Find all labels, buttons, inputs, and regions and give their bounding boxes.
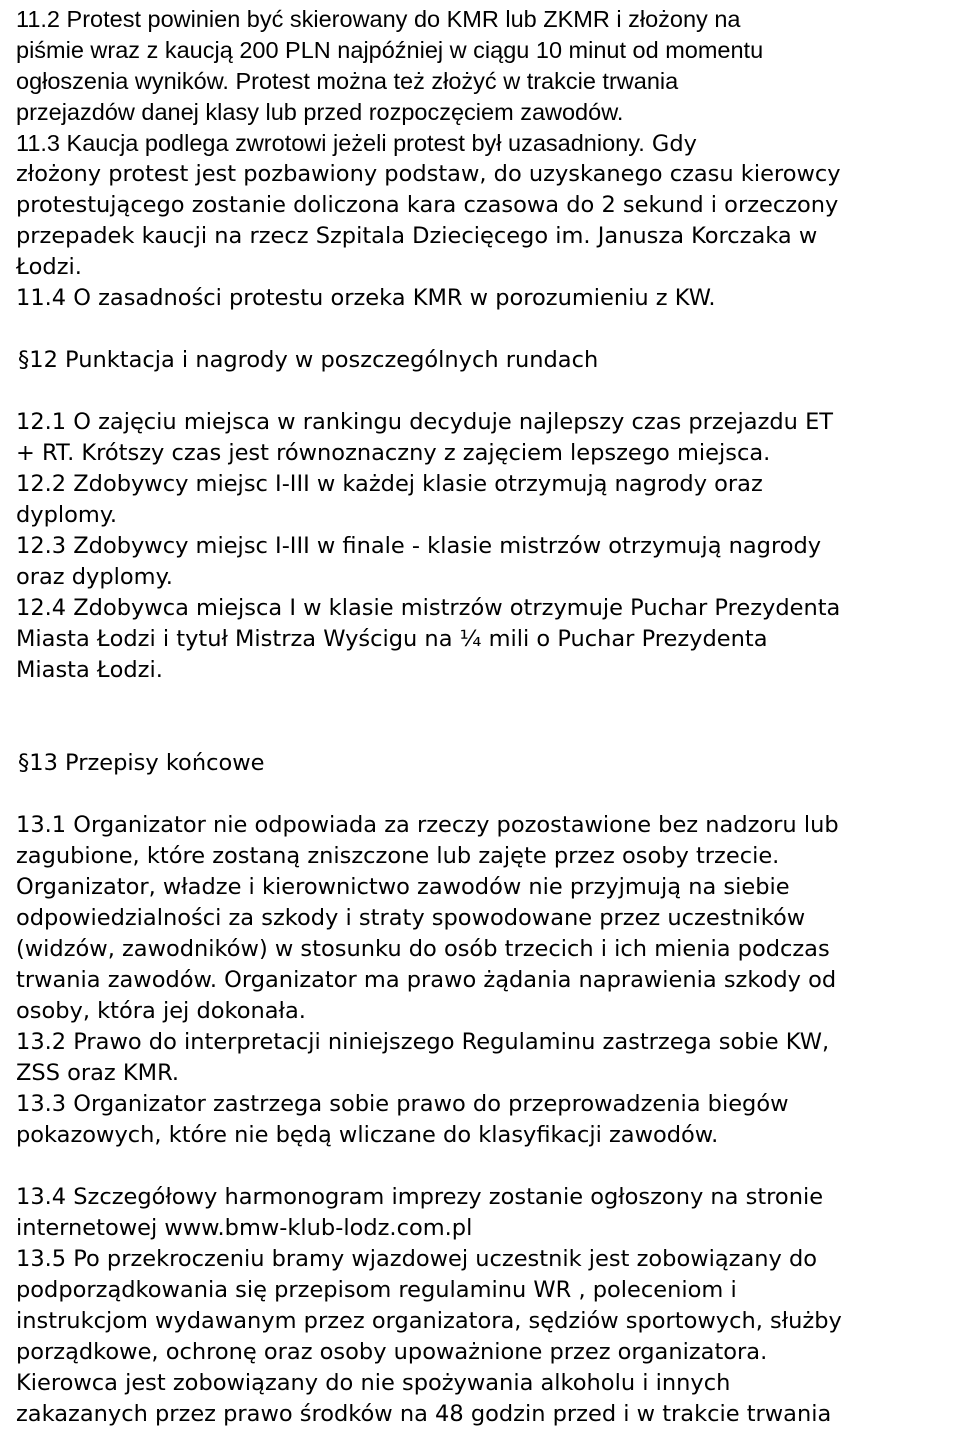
text-segment: 11.3 Kaucja podlega zwrotowi jeżeli protest był uzasadniony. <box>16 130 645 156</box>
text-line: + RT. Krótszy czas jest równoznaczny z zajęciem lepszego miejsca. <box>16 440 771 466</box>
text-line: zakazanych przez prawo środków na 48 godzin przed i w trakcie trwania <box>16 1401 832 1427</box>
text-line: ZSS oraz KMR. <box>16 1060 180 1086</box>
text-line: 12.4 Zdobywca miejsca I w klasie mistrzów otrzymuje Puchar Prezydenta <box>16 595 841 621</box>
text-line: oraz dyplomy. <box>16 564 173 590</box>
text-line: piśmie wraz z kaucją 200 PLN najpóźniej w ciągu 10 minut od momentu <box>16 37 764 63</box>
text-line: złożony protest jest pozbawiony podstaw, do uzyskanego czasu kierowcy <box>16 161 841 187</box>
text-line: Miasta Łodzi i tytuł Mistrza Wyścigu na ¼ mili o Puchar Prezydenta <box>16 626 768 652</box>
text-line: 12.3 Zdobywcy miejsc I-III w finale - klasie mistrzów otrzymują nagrody <box>16 533 822 559</box>
text-line: Miasta Łodzi. <box>16 657 163 683</box>
text-line: przepadek kaucji na rzecz Szpitala Dziecięcego im. Janusza Korczaka w <box>16 223 818 249</box>
text-line: przejazdów danej klasy lub przed rozpoczęciem zawodów. <box>16 99 624 125</box>
text-line: zagubione, które zostaną zniszczone lub zajęte przez osoby trzecie. <box>16 843 780 869</box>
text-line: 11.2 Protest powinien być skierowany do KMR lub ZKMR i złożony na <box>16 6 741 32</box>
text-line <box>16 128 697 159</box>
text-line: ogłoszenia wyników. Protest można też złożyć w trakcie trwania <box>16 68 679 94</box>
text-segment: Gdy <box>644 131 697 157</box>
text-line: (widzów, zawodników) w stosunku do osób trzecich i ich mienia podczas <box>16 936 830 962</box>
text-line: porządkowe, ochronę oraz osoby upoważnione przez organizatora. <box>16 1339 768 1365</box>
section-heading: §13 Przepisy końcowe <box>18 750 265 776</box>
text-line: 13.5 Po przekroczeniu bramy wjazdowej uczestnik jest zobowiązany do <box>16 1246 818 1272</box>
text-line: podporządkowania się przepisom regulaminu WR , poleceniom i <box>16 1277 737 1303</box>
section-heading: §12 Punktacja i nagrody w poszczególnych rundach <box>18 347 599 373</box>
text-line: Kierowca jest zobowiązany do nie spożywania alkoholu i innych <box>16 1370 731 1396</box>
text-line: instrukcjom wydawanym przez organizatora, sędziów sportowych, służby <box>16 1308 842 1334</box>
text-line: 13.4 Szczegółowy harmonogram imprezy zostanie ogłoszony na stronie <box>16 1184 824 1210</box>
text-line: protestującego zostanie doliczona kara czasowa do 2 sekund i orzeczony <box>16 192 839 218</box>
text-line: 11.4 O zasadności protestu orzeka KMR w porozumieniu z KW. <box>16 285 716 311</box>
text-line: 13.2 Prawo do interpretacji niniejszego Regulaminu zastrzega sobie KW, <box>16 1029 830 1055</box>
text-line: 12.1 O zajęciu miejsca w rankingu decyduje najlepszy czas przejazdu ET <box>16 409 834 435</box>
text-line: pokazowych, które nie będą wliczane do klasyfikacji zawodów. <box>16 1122 719 1148</box>
text-line: Łodzi. <box>16 254 82 280</box>
text-line: osoby, która jej dokonała. <box>16 998 306 1024</box>
text-line: odpowiedzialności za szkody i straty spowodowane przez uczestników <box>16 905 806 931</box>
text-line: 12.2 Zdobywcy miejsc I-III w każdej klasie otrzymują nagrody oraz <box>16 471 763 497</box>
text-line: internetowej www.bmw-klub-lodz.com.pl <box>16 1215 473 1241</box>
text-line: dyplomy. <box>16 502 118 528</box>
text-line: Organizator, władze i kierownictwo zawodów nie przyjmują na siebie <box>16 874 790 900</box>
text-line: 13.1 Organizator nie odpowiada za rzeczy pozostawione bez nadzoru lub <box>16 812 839 838</box>
text-line: trwania zawodów. Organizator ma prawo żądania naprawienia szkody od <box>16 967 837 993</box>
text-line: 13.3 Organizator zastrzega sobie prawo do przeprowadzenia biegów <box>16 1091 789 1117</box>
